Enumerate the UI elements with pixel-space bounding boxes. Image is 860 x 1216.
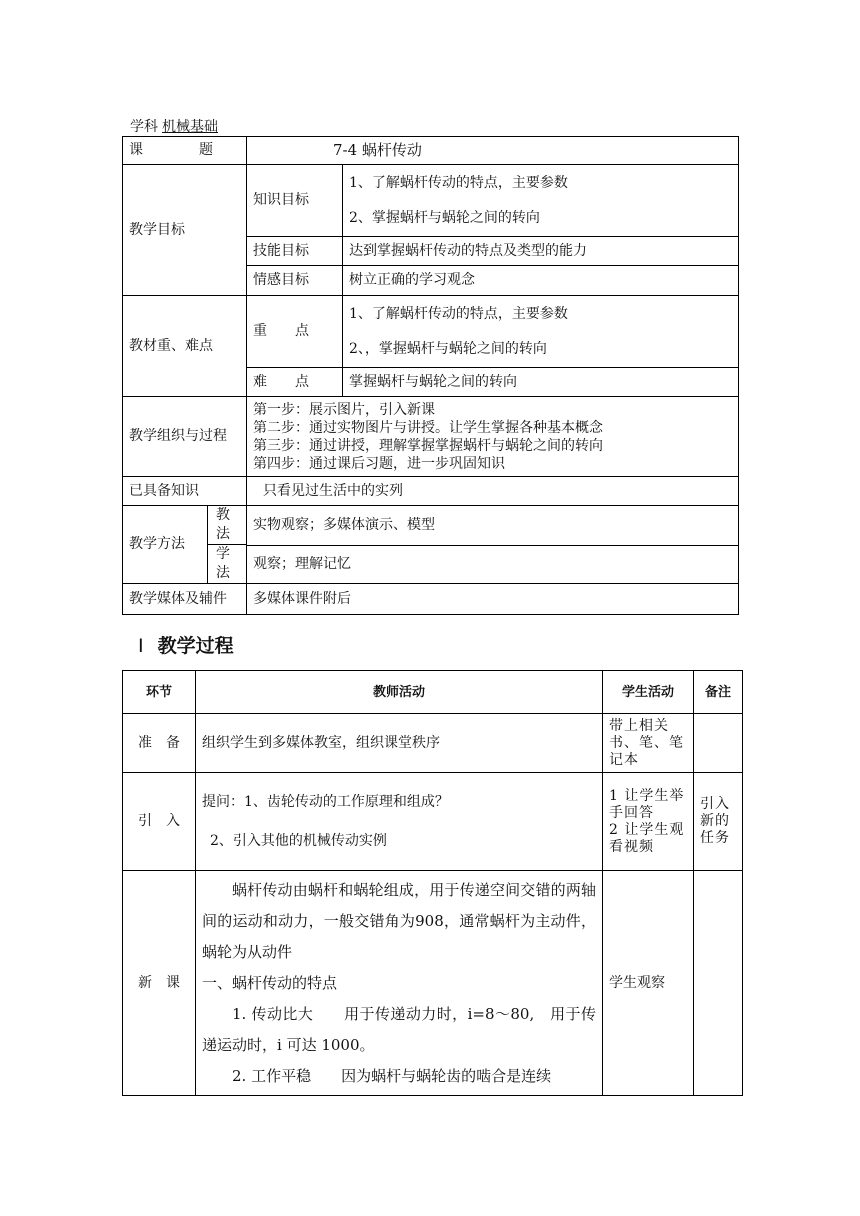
media-label: 教学媒体及辅件: [123, 584, 247, 615]
media-value: 多媒体课件附后: [247, 584, 739, 615]
header-stage: 环节: [123, 671, 196, 714]
step-item: 第四步：通过课后习题，进一步巩固知识: [253, 455, 505, 472]
teacher-intro-example: 2、引入其他的机械传动实例: [210, 832, 387, 849]
goals-label: 教学目标: [123, 165, 247, 296]
methods-label: 教学方法: [123, 506, 208, 583]
subject-value: 机械基础: [162, 119, 218, 135]
knowledge-cell: [343, 165, 739, 237]
knowledge-goal-1: 1、了解蜗杆传动的特点，主要参数: [349, 174, 568, 191]
learn-label: 学法: [216, 546, 230, 581]
header-student: 学生活动: [603, 671, 694, 714]
emotion-label: 情感目标: [247, 266, 343, 296]
student-intro: [603, 773, 694, 871]
prior-label: 已具备知识: [123, 477, 247, 506]
teacher-paragraph-3: 2. 工作平稳 因为蜗杆与蜗轮齿的啮合是连续: [232, 1067, 552, 1085]
header-teacher: 教师活动: [196, 671, 603, 714]
student-intro-2: 2 让学生观看视频: [609, 821, 685, 855]
teacher-prepare: 组织学生到多媒体教室，组织课堂秩序: [196, 714, 603, 773]
note-new-lesson: [694, 871, 743, 1096]
step-item: 第二步：通过实物图片与讲授。让学生掌握各种基本概念: [253, 419, 603, 436]
subject-line: [130, 116, 220, 136]
teacher-heading-1: 一、蜗杆传动的特点: [202, 974, 338, 992]
prior-knowledge: 只看见过生活中的实列: [247, 477, 739, 506]
teacher-intro-question: 提问：1、齿轮传动的工作原理和组成？: [202, 793, 449, 810]
section-heading: [138, 631, 234, 658]
learn-method: 观察；理解记忆: [247, 545, 739, 583]
difficult-point: 掌握蜗杆与蜗轮之间的转向: [343, 368, 739, 397]
key-point-2: 2、，掌握蜗杆与蜗轮之间的转向: [349, 340, 547, 357]
lesson-plan-table: [122, 136, 739, 615]
skill-label: 技能目标: [247, 237, 343, 266]
teach-label: 教法: [208, 506, 248, 545]
key-label: 重 点: [247, 296, 343, 368]
organization-steps: [247, 397, 739, 477]
knowledge-label: 知识目标: [247, 165, 343, 237]
student-prepare: 带上相关书、笔、笔记本: [603, 714, 694, 773]
key-point-1: 1、了解蜗杆传动的特点，主要参数: [349, 305, 568, 322]
section-number: Ⅰ: [138, 635, 144, 657]
organization-label: 教学组织与过程: [123, 397, 247, 477]
topic-label: 课 题: [123, 137, 247, 165]
teacher-intro: [196, 773, 603, 871]
student-intro-1: 1 让学生举手回答: [609, 787, 685, 821]
section-title: 教学过程: [157, 635, 234, 657]
emotion-goal: 树立正确的学习观念: [343, 266, 739, 296]
key-cell: [343, 296, 739, 368]
teacher-paragraph-1: 蜗杆传动由蜗杆和蜗轮组成，用于传递空间交错的两轴间的运动和动力，一般交错角为908，通常蜗杆为主动件，蜗轮为从动件: [202, 881, 596, 961]
skill-goal: 达到掌握蜗杆传动的特点及类型的能力: [343, 237, 739, 266]
difficult-label: 难 点: [247, 368, 343, 397]
header-note: 备注: [694, 671, 743, 714]
step-item: 第三步：通过讲授，理解掌握掌握蜗杆与蜗轮之间的转向: [253, 437, 603, 454]
student-new-lesson: 学生观察: [603, 871, 694, 1096]
subject-label: 学科: [130, 119, 158, 135]
note-intro: 引入新的任务: [694, 773, 743, 871]
stage-new-lesson: 新 课: [123, 871, 196, 1096]
keypoints-label: 教材重、难点: [123, 296, 247, 397]
teach-method: 实物观察；多媒体演示、模型: [247, 506, 739, 546]
step-item: 第一步：展示图片，引入新课: [253, 401, 435, 418]
methods-cell: [123, 506, 247, 584]
teacher-new-lesson: [196, 871, 603, 1096]
stage-prepare: 准 备: [123, 714, 196, 773]
process-table: [122, 670, 743, 1096]
teacher-paragraph-2: 1. 传动比大 用于传递动力时，i=8～80, 用于传递运动时，i 可达 1000。: [202, 1005, 596, 1054]
stage-intro: 引 入: [123, 773, 196, 871]
note-prepare: [694, 714, 743, 773]
knowledge-goal-2: 2、掌握蜗杆与蜗轮之间的转向: [349, 209, 540, 226]
topic-value: 7-4 蜗杆传动: [247, 137, 739, 165]
